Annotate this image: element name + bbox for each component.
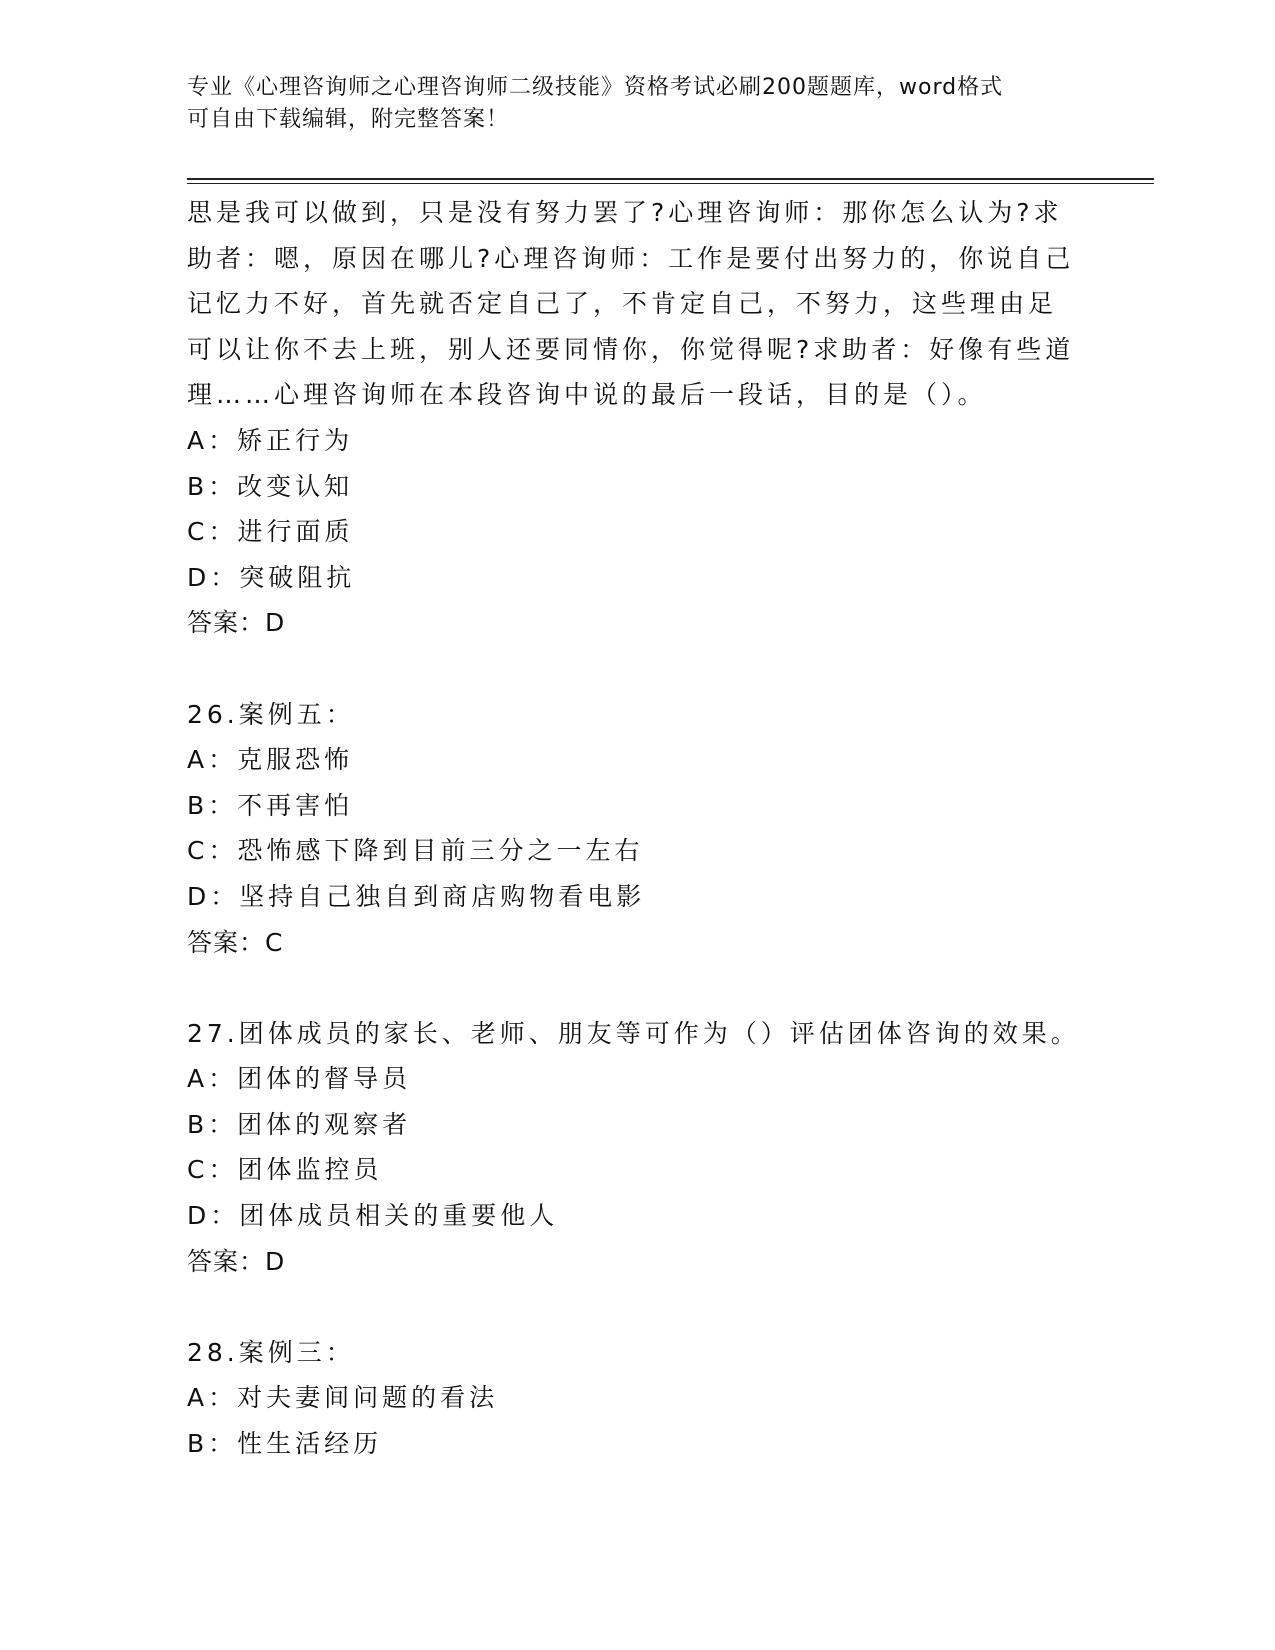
question-26 (187, 692, 1087, 966)
spacer (187, 965, 1087, 1011)
option-b: B：不再害怕 (187, 790, 354, 820)
question-25 (187, 190, 1087, 646)
document-header (187, 72, 1087, 136)
option-c: C：团体监控员 (187, 1155, 383, 1185)
option-a: A：对夫妻间问题的看法 (187, 1383, 499, 1413)
question-27 (187, 1011, 1087, 1285)
option-a: A：克服恐怖 (187, 745, 354, 775)
option-b: B：团体的观察者 (187, 1109, 412, 1139)
answer-line: 答案：D (187, 608, 286, 638)
spacer (187, 646, 1087, 692)
question-stem-line: 记忆力不好，首先就否定自己了，不肯定自己，不努力，这些理由足 (187, 289, 1058, 319)
header-line-2: 可自由下载编辑，附完整答案！ (187, 107, 510, 132)
option-c: C：进行面质 (187, 517, 354, 547)
spacer (187, 1284, 1087, 1330)
option-b: B：性生活经历 (187, 1429, 383, 1459)
header-line-1: 专业《心理咨询师之心理咨询师二级技能》资格考试必刷200题题库，word格式 (187, 75, 1004, 100)
option-a: A：团体的督导员 (187, 1064, 412, 1094)
header-divider-thick (187, 178, 1154, 180)
answer-line: 答案：D (187, 1246, 286, 1276)
question-stem-line: 助者：嗯，原因在哪儿?心理咨询师：工作是要付出努力的，你说自己 (187, 243, 1075, 273)
option-b: B：改变认知 (187, 471, 354, 501)
question-stem-line: 思是我可以做到，只是没有努力罢了?心理咨询师：那你怎么认为?求 (187, 198, 1063, 227)
question-stem-line: 可以让你不去上班，别人还要同情你，你觉得呢?求助者：好像有些道 (187, 334, 1075, 364)
option-a: A：矫正行为 (187, 425, 354, 455)
document-body (187, 190, 1087, 1467)
option-d: D：突破阻抗 (187, 562, 356, 592)
answer-line: 答案：C (187, 927, 284, 957)
question-stem-line: 理……心理咨询师在本段咨询中说的最后一段话，目的是（）。 (187, 380, 987, 410)
question-stem: 28.案例三： (187, 1337, 355, 1367)
option-d: D：团体成员相关的重要他人 (187, 1201, 559, 1231)
question-stem: 26.案例五： (187, 699, 355, 729)
header-divider-thin (187, 183, 1154, 184)
question-stem: 27.团体成员的家长、老师、朋友等可作为（）评估团体咨询的效果。 (187, 1018, 1080, 1048)
option-c: C：恐怖感下降到目前三分之一左右 (187, 836, 644, 866)
option-d: D：坚持自己独自到商店购物看电影 (187, 881, 646, 911)
question-28 (187, 1330, 1087, 1467)
